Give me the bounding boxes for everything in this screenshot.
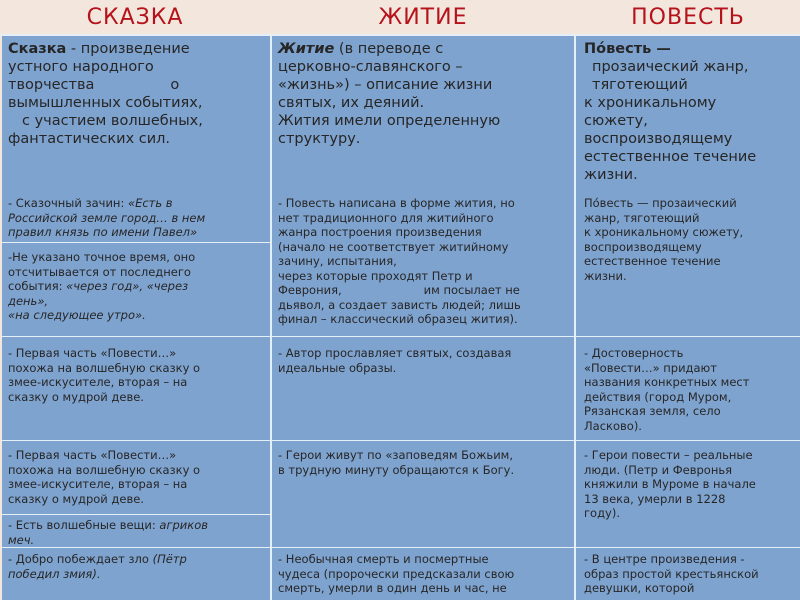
row-divider	[2, 440, 800, 441]
povest-term: По́весть —	[584, 41, 671, 57]
comparison-table	[0, 34, 800, 600]
povest-definition: По́весть — прозаический жанр, тяготеющий к хроникальному сюжету, воспроизводящему естественное течение жизни.	[584, 40, 798, 184]
zhitie-saints: - Автор прославляет святых, создавая идеальные образы.	[278, 346, 512, 375]
skazka-definition: Сказка - произведение устного народного творчества о вымышленных событиях, с участием волшебных, фантастических сил.	[8, 41, 203, 147]
povest-genre: По́весть — прозаический жанр, тяготеющий к хроникальному сюжету, воспроизводящему естественное течение жизни.	[584, 196, 744, 283]
skazka-time: -Не указано точное время, оно отсчитывается от последнего события: «через год», «через день», «на следующее утро».	[8, 250, 196, 322]
povest-heroine: - В центре произведения - образ простой крестьянской девушки, которой	[584, 552, 759, 595]
table-header	[0, 0, 800, 34]
row-divider	[2, 242, 270, 243]
zhitie-heroes: - Герои живут по «заповедям Божьим, в трудную минуту обращаются к Богу.	[278, 448, 515, 477]
row-divider	[2, 547, 800, 548]
povest-real-people: - Герои повести – реальные люди. (Петр и Февронья княжили в Муроме в начале 13 века, умерли в 1228 году).	[584, 448, 756, 520]
row-divider	[2, 336, 800, 337]
zhitie-miracles: - Необычная смерть и посмертные чудеса (пророчески предсказали свою смерть, умерли в один день и час, не	[278, 552, 515, 595]
column-divider	[270, 34, 272, 600]
zhitie-definition: Житие (в переводе с церковно-славянского – «жизнь») – описание жизни святых, их деяний. Жития имели определенную структуру.	[278, 41, 501, 147]
skazka-term: Сказка	[8, 41, 67, 57]
povest-places: - Достоверность «Повести…» придают названия конкретных мест действия (город Муром, Рязанская земля, село Ласково).	[584, 346, 750, 433]
skazka-parts-repeat: - Первая часть «Повести…» похожа на волшебную сказку о змее-искусителе, вторая – на сказку о мудрой деве.	[8, 448, 201, 506]
header-zhitie: ЖИТИЕ	[378, 4, 468, 30]
skazka-opening: - Сказочный зачин: «Есть в Российской земле город… в нем правил князь по имени Павел»	[8, 196, 206, 239]
zhitie-form: - Повесть написана в форме жития, но нет традиционного для житийного жанра построения произведения (начало не соответствует житийному зачину, испытания, через которые проходят Петр и Феврония, им посылает не дьявол, а создает зависть людей; лишь финал – классический образец жития).	[278, 196, 521, 326]
skazka-good-wins: - Добро побеждает зло (Пётр победил змия).	[8, 552, 187, 581]
column-divider	[574, 34, 576, 600]
skazka-magic-items: - Есть волшебные вещи: агриков меч.	[8, 518, 209, 547]
row-divider	[0, 34, 800, 36]
header-skazka: СКАЗКА	[86, 4, 184, 30]
zhitie-term: Житие	[278, 41, 335, 57]
header-povest: ПОВЕСТЬ	[631, 4, 745, 30]
row-divider	[2, 514, 270, 515]
skazka-parts: - Первая часть «Повести…» похожа на волшебную сказку о змее-искусителе, вторая – на сказку о мудрой деве.	[8, 346, 201, 404]
